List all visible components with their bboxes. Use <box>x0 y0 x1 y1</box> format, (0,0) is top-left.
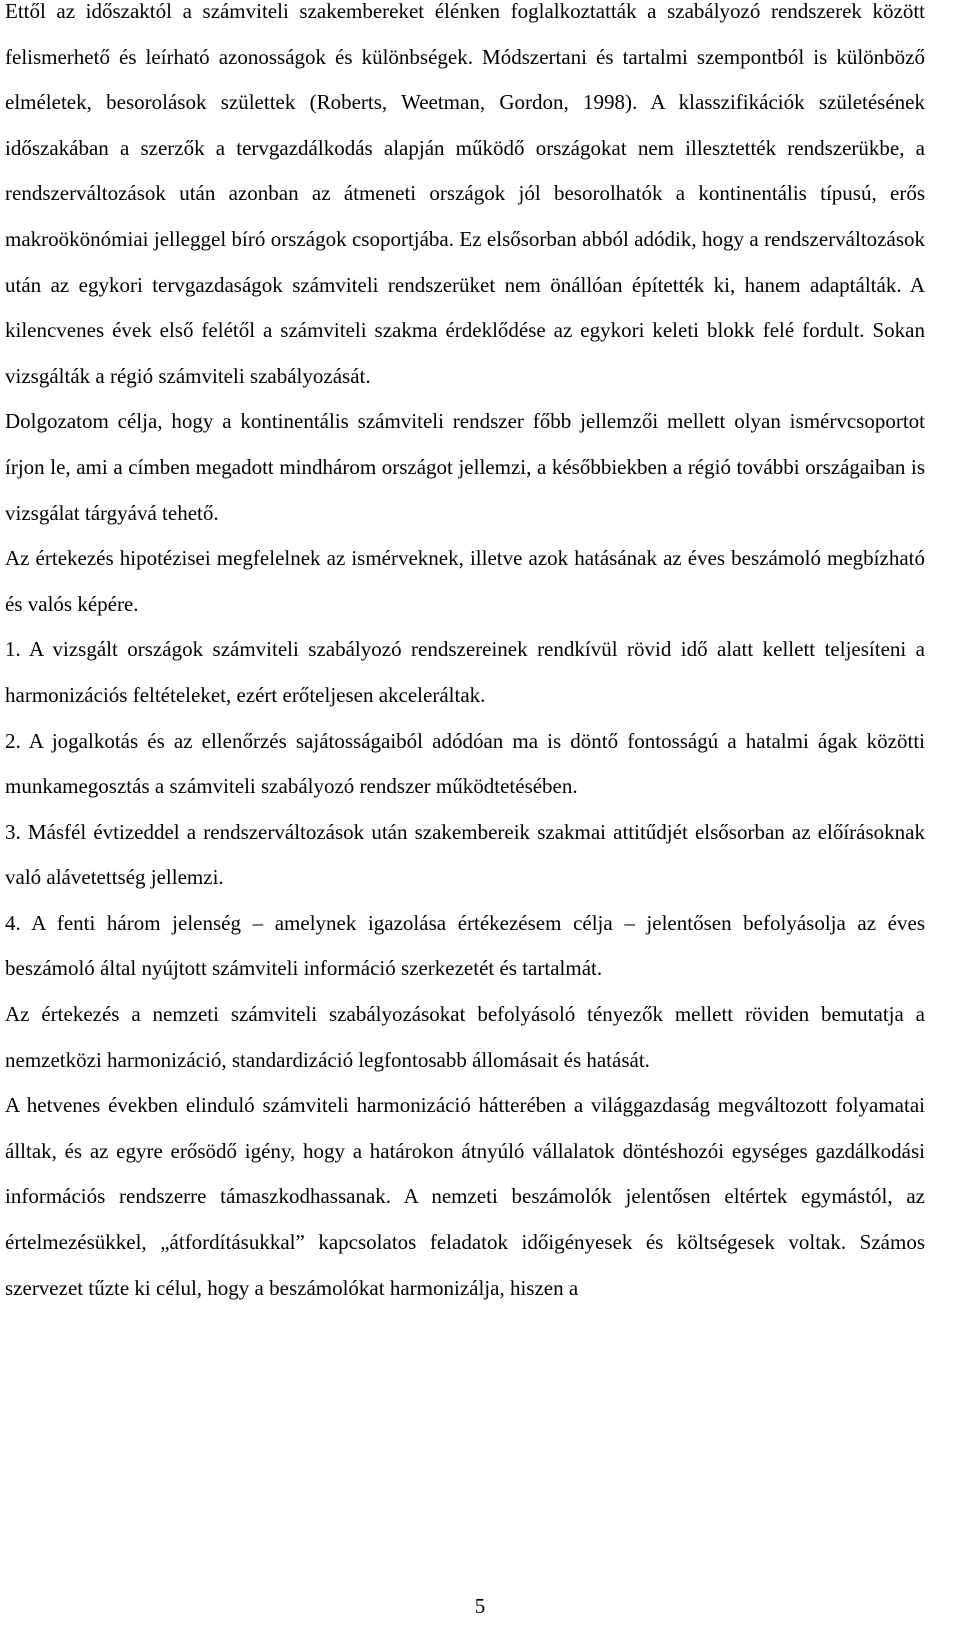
paragraph-hypotheses-intro: Az értekezés hipotézisei megfelelnek az ismérveknek, illetve azok hatásának az éves beszámoló megbízható és valós képére. <box>5 546 925 616</box>
paragraph-hypothesis-3: 3. Másfél évtizeddel a rendszerváltozások után szakembereik szakmai attitűdjét elsősorban az előírásoknak való alávetettség jellemzi. <box>5 819 925 890</box>
paragraph-classification-history: Ettől az időszaktól a számviteli szakembereket élénken foglalkoztatták a szabályozó rendszerek között felismerhető és leírható azonosságok és különbségek. Módszertani és tartalmi szempontból is különböző elméletek, besorolások születtek (Roberts, Weetman, Gordon, 1998). A klasszifikációk születésének időszakában a szerzők a tervgazdálkodás alapján működő országokat nem illesztették rendszerükbe, a rendszerváltozások után azonban az átmeneti országok jól besorolhatók a kontinentális típusú, erős makroökönómiai jelleggel bíró országok csoportjába. Ez elsősorban abból adódik, hogy a rendszerváltozások után az egykori tervgazdaságok számviteli rendszerüket nem önállóan építették ki, hanem adaptálták. A kilencvenes évek első felétől a számviteli szakma érdeklődése az egykori keleti blokk felé fordult. Sokan vizsgálták a régió számviteli szabályozását. <box>5 0 925 388</box>
paragraph-dissertation-goal: Dolgozatom célja, hogy a kontinentális számviteli rendszer főbb jellemzői mellett olyan ismérvcsoportot írjon le, ami a címben megadott mindhárom országot jellemzi, a későbbiekben a régió további országaiban is vizsgálat tárgyává tehető. <box>5 409 925 525</box>
document-page <box>5 0 925 1311</box>
paragraph-harmonization-overview: Az értekezés a nemzeti számviteli szabályozásokat befolyásoló tényezők mellett röviden bemutatja a nemzetközi harmonizáció, standardizáció legfontosabb állomásait és hatását. <box>5 1002 925 1072</box>
paragraph-harmonization-background: A hetvenes években elinduló számviteli harmonizáció hátterében a világgazdaság megváltozott folyamatai álltak, és az egyre erősödő igény, hogy a határokon átnyúló vállalatok döntéshozói egységes gazdálkodási információs rendszerre támaszkodhassanak. A nemzeti beszámolók jelentősen eltértek egymástól, az értelmezésükkel, „átfordításukkal” kapcsolatos feladatok időigényesek és költségesek voltak. Számos szervezet tűzte ki célul, hogy a beszámolókat harmonizálja, hiszen a <box>5 1093 925 1300</box>
paragraph-hypothesis-2: 2. A jogalkotás és az ellenőrzés sajátosságaiból adódóan ma is döntő fontosságú a hatalmi ágak közötti munkamegosztás a számviteli szabályozó rendszer működtetésében. <box>5 728 925 799</box>
page-number: 5 <box>474 1594 486 1618</box>
paragraph-hypothesis-4: 4. A fenti három jelenség – amelynek igazolása értékezésem célja – jelentősen befolyásolja az éves beszámoló által nyújtott számviteli információ szerkezetét és tartalmát. <box>5 910 925 981</box>
paragraph-hypothesis-1: 1. A vizsgált országok számviteli szabályozó rendszereinek rendkívül rövid idő alatt kellett teljesíteni a harmonizációs feltételeket, ezért erőteljesen akceleráltak. <box>5 637 925 707</box>
